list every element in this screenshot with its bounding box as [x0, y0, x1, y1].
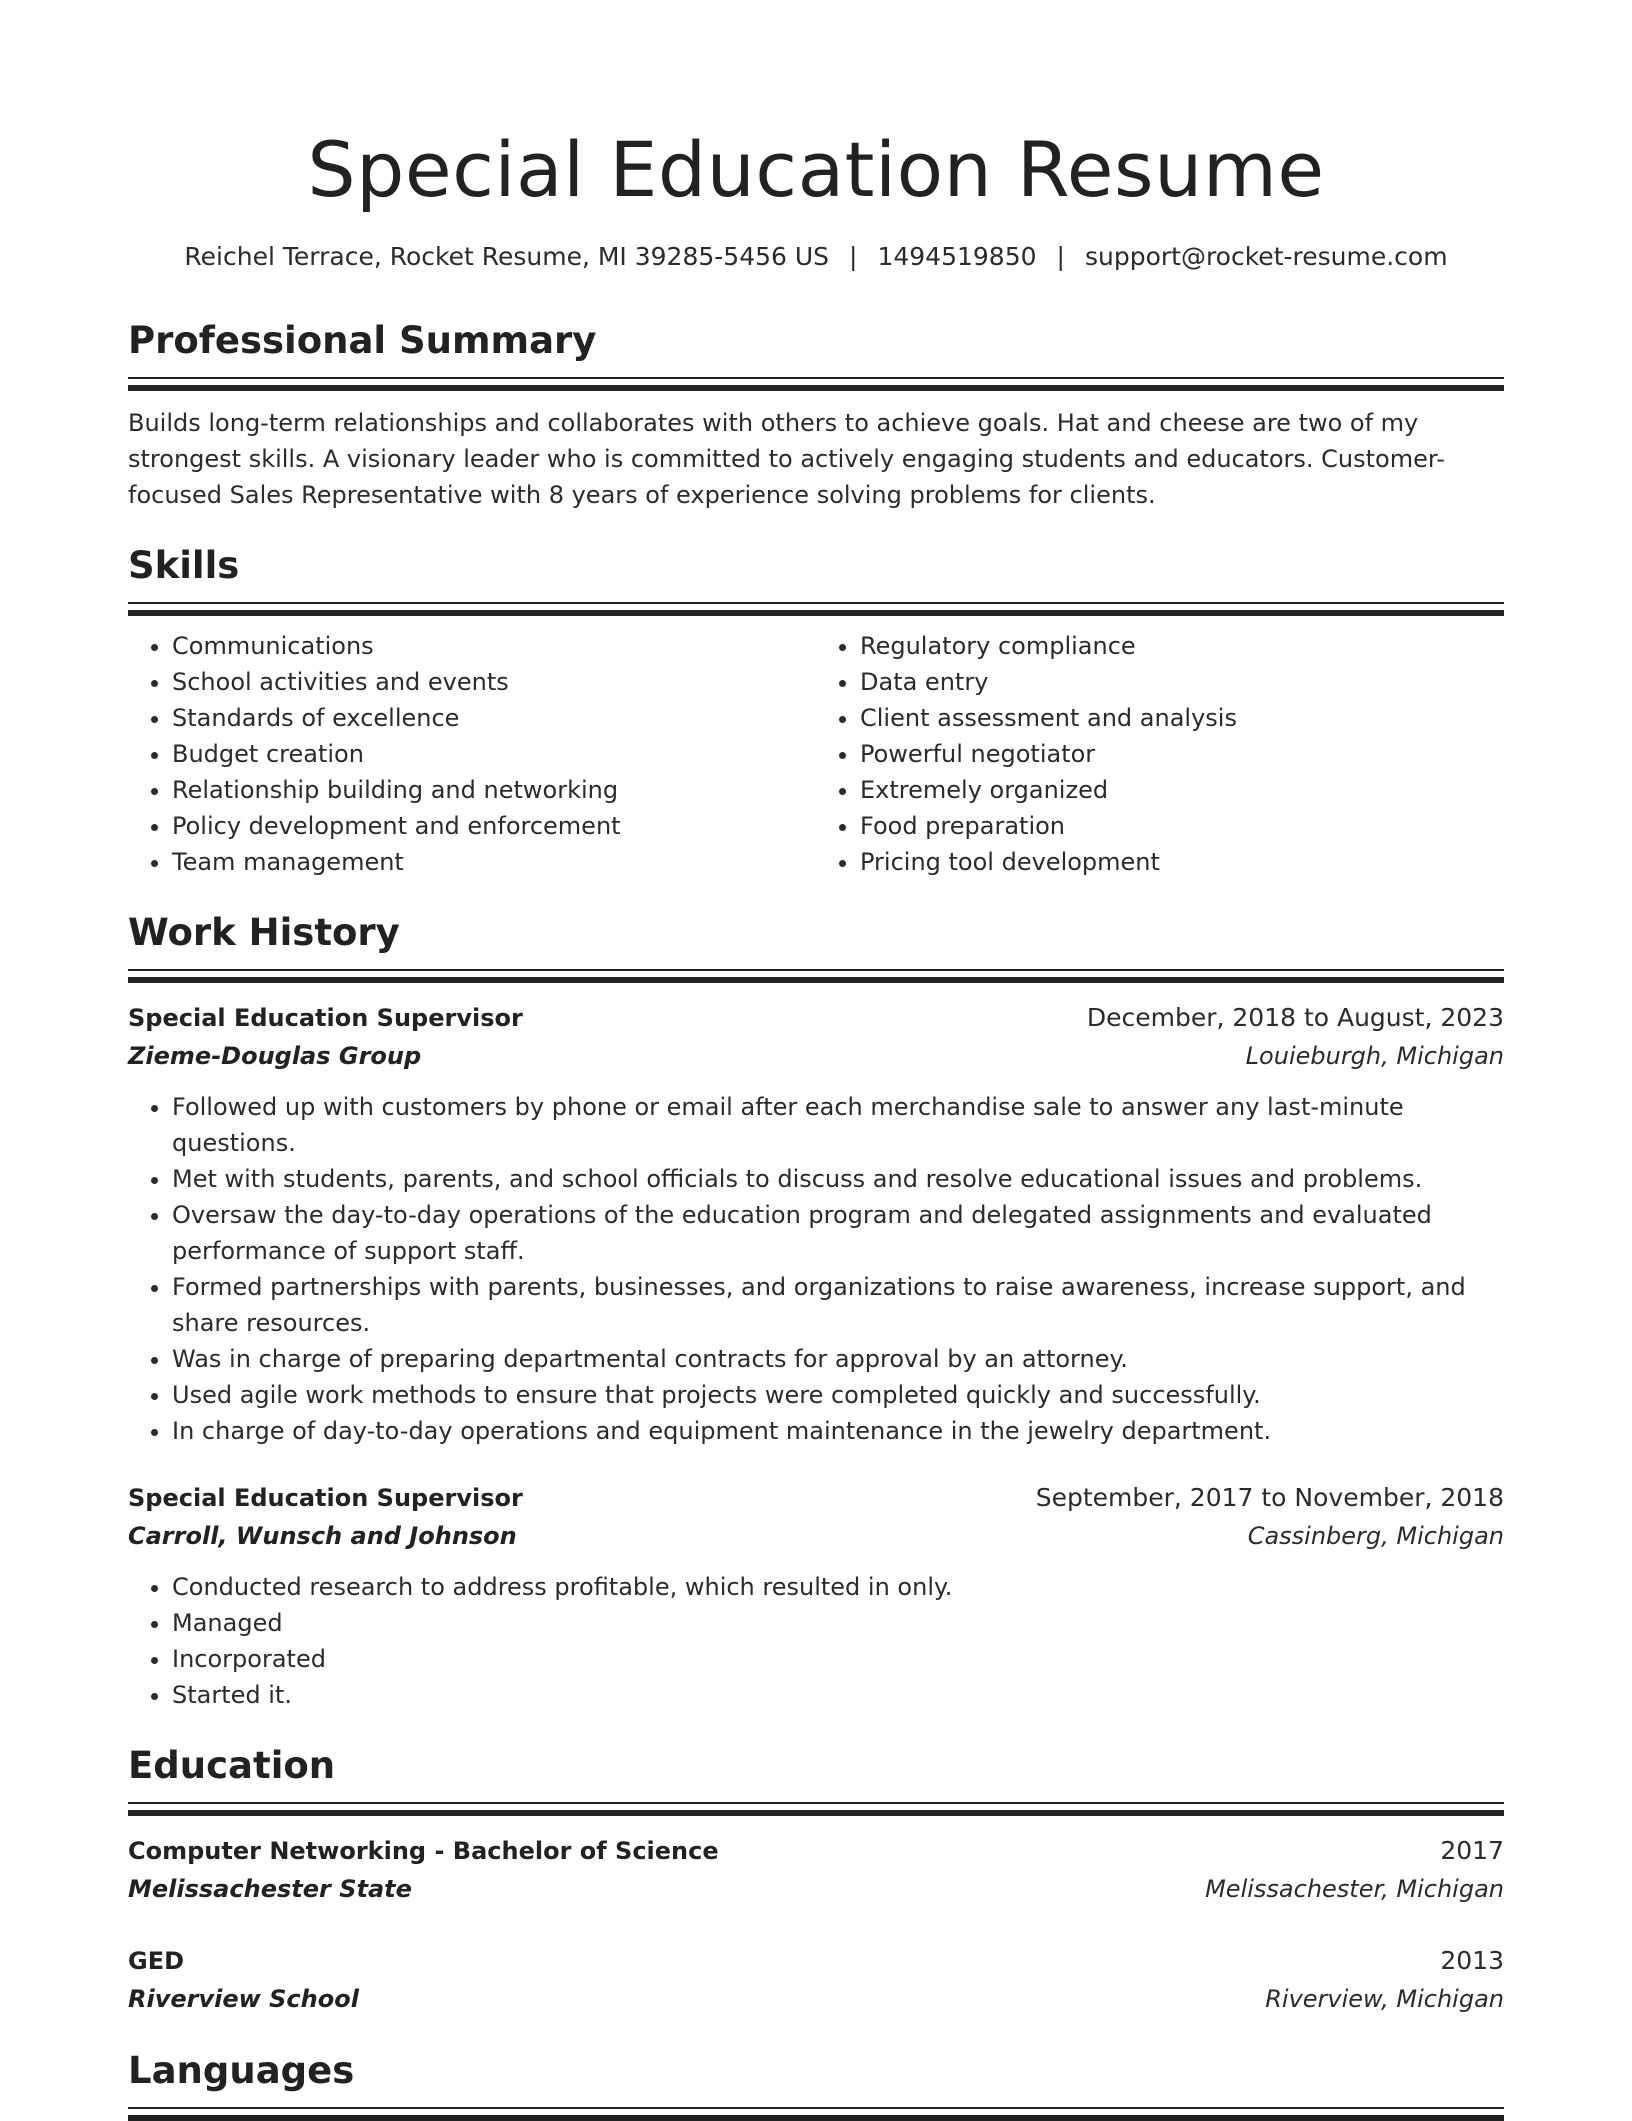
skills-list-right: [816, 628, 1504, 880]
job-bullet: • Followed up with customers by phone or email after each merchandise sale to answer any last-minute questions.: [172, 1089, 1504, 1161]
section-divider: [128, 610, 1504, 616]
section-divider: [128, 969, 1504, 971]
contact-separator: |: [849, 242, 858, 271]
skill-item: • Food preparation: [860, 808, 1504, 844]
skills-list-left: [128, 628, 816, 880]
section-divider: [128, 1810, 1504, 1816]
section-divider: [128, 1802, 1504, 1804]
section-divider: [128, 2107, 1504, 2109]
section-divider: [128, 2115, 1504, 2121]
job-company-row: [128, 1037, 1504, 1075]
job-bullet: • Conducted research to address profitable, which resulted in only.: [172, 1569, 1504, 1605]
job-location: Cassinberg, Michigan: [1247, 1522, 1504, 1550]
contact-email: support@rocket-resume.com: [1084, 242, 1448, 271]
contact-separator: |: [1056, 242, 1065, 271]
contact-phone: 1494519850: [877, 242, 1037, 271]
section-title: Work History: [128, 911, 400, 954]
education-degree: GED: [128, 1947, 185, 1975]
job-company: Zieme-Douglas Group: [128, 1042, 422, 1070]
job-entry: [128, 999, 1504, 1449]
job-bullet: • Managed: [172, 1605, 1504, 1641]
job-bullet: • Used agile work methods to ensure that projects were completed quickly and successfully.: [172, 1377, 1504, 1413]
skill-item: • Team management: [172, 844, 816, 880]
education-entry: [128, 1942, 1504, 2018]
job-bullets: [128, 1569, 1504, 1713]
job-bullet: • Started it.: [172, 1677, 1504, 1713]
resume-title: Special Education Resume: [307, 125, 1325, 214]
section-divider: [128, 977, 1504, 983]
job-bullet: • In charge of day-to-day operations and equipment maintenance in the jewelry department.: [172, 1413, 1504, 1449]
job-dates: December, 2018 to August, 2023: [1086, 1003, 1504, 1032]
section-title: Education: [128, 1744, 336, 1787]
skill-item: • Standards of excellence: [172, 700, 816, 736]
skill-item: • Regulatory compliance: [860, 628, 1504, 664]
education-location: Riverview, Michigan: [1265, 1985, 1504, 2013]
job-bullet: • Was in charge of preparing departmental contracts for approval by an attorney.: [172, 1341, 1504, 1377]
job-entry: [128, 1479, 1504, 1713]
job-company: Carroll, Wunsch and Johnson: [128, 1522, 517, 1550]
education-header-row: [128, 1942, 1504, 1980]
job-title: Special Education Supervisor: [128, 1484, 523, 1512]
education-section: [128, 1741, 1504, 2018]
section-divider: [128, 385, 1504, 391]
skill-item: • Client assessment and analysis: [860, 700, 1504, 736]
job-bullets: [128, 1089, 1504, 1449]
job-bullet: • Oversaw the day-to-day operations of the education program and delegated assignments and evaluated performance of support staff.: [172, 1197, 1504, 1269]
job-title: Special Education Supervisor: [128, 1004, 523, 1032]
skill-item: • Extremely organized: [860, 772, 1504, 808]
education-year: 2017: [1440, 1836, 1504, 1865]
education-location: Melissachester, Michigan: [1205, 1875, 1504, 1903]
skills-columns: [128, 628, 1504, 880]
education-year: 2013: [1440, 1946, 1504, 1975]
skill-item: • Budget creation: [172, 736, 816, 772]
contact-address: Reichel Terrace, Rocket Resume, MI 39285-5456 US: [184, 242, 830, 271]
skill-item: • Powerful negotiator: [860, 736, 1504, 772]
section-title: Languages: [128, 2049, 355, 2092]
job-bullet: • Formed partnerships with parents, businesses, and organizations to raise awareness, increase support, and share resources.: [172, 1269, 1504, 1341]
section-title: Skills: [128, 544, 240, 587]
education-school: Melissachester State: [128, 1875, 412, 1903]
job-bullet: • Incorporated: [172, 1641, 1504, 1677]
skill-item: • School activities and events: [172, 664, 816, 700]
work-history-section: [128, 908, 1504, 1713]
summary-text: Builds long-term relationships and collaborates with others to achieve goals. Hat and cheese are two of my strongest skills. A visionary leader who is committed to actively engaging students and educators. Customer-focused Sales Representative with 8 years of experience solving problems for clients.: [128, 409, 1445, 509]
skill-item: • Data entry: [860, 664, 1504, 700]
skill-item: • Pricing tool development: [860, 844, 1504, 880]
section-divider: [128, 377, 1504, 379]
education-school-row: [128, 1870, 1504, 1908]
job-dates: September, 2017 to November, 2018: [1035, 1483, 1504, 1512]
skill-item: • Communications: [172, 628, 816, 664]
section-divider: [128, 602, 1504, 604]
job-header-row: [128, 999, 1504, 1037]
skills-section: [128, 541, 1504, 880]
education-school-row: [128, 1980, 1504, 2018]
education-entry: [128, 1832, 1504, 1908]
resume-content: [128, 316, 1504, 2121]
job-header-row: [128, 1479, 1504, 1517]
job-location: Louieburgh, Michigan: [1245, 1042, 1504, 1070]
job-bullet: • Met with students, parents, and school officials to discuss and resolve educational issues and problems.: [172, 1161, 1504, 1197]
education-header-row: [128, 1832, 1504, 1870]
languages-section: [128, 2046, 1504, 2121]
skill-item: • Policy development and enforcement: [172, 808, 816, 844]
section-title: Professional Summary: [128, 319, 597, 362]
summary-section: [128, 316, 1504, 513]
contact-line: [0, 240, 1632, 274]
skill-item: • Relationship building and networking: [172, 772, 816, 808]
education-school: Riverview School: [128, 1985, 359, 2013]
job-company-row: [128, 1517, 1504, 1555]
education-degree: Computer Networking - Bachelor of Science: [128, 1837, 719, 1865]
